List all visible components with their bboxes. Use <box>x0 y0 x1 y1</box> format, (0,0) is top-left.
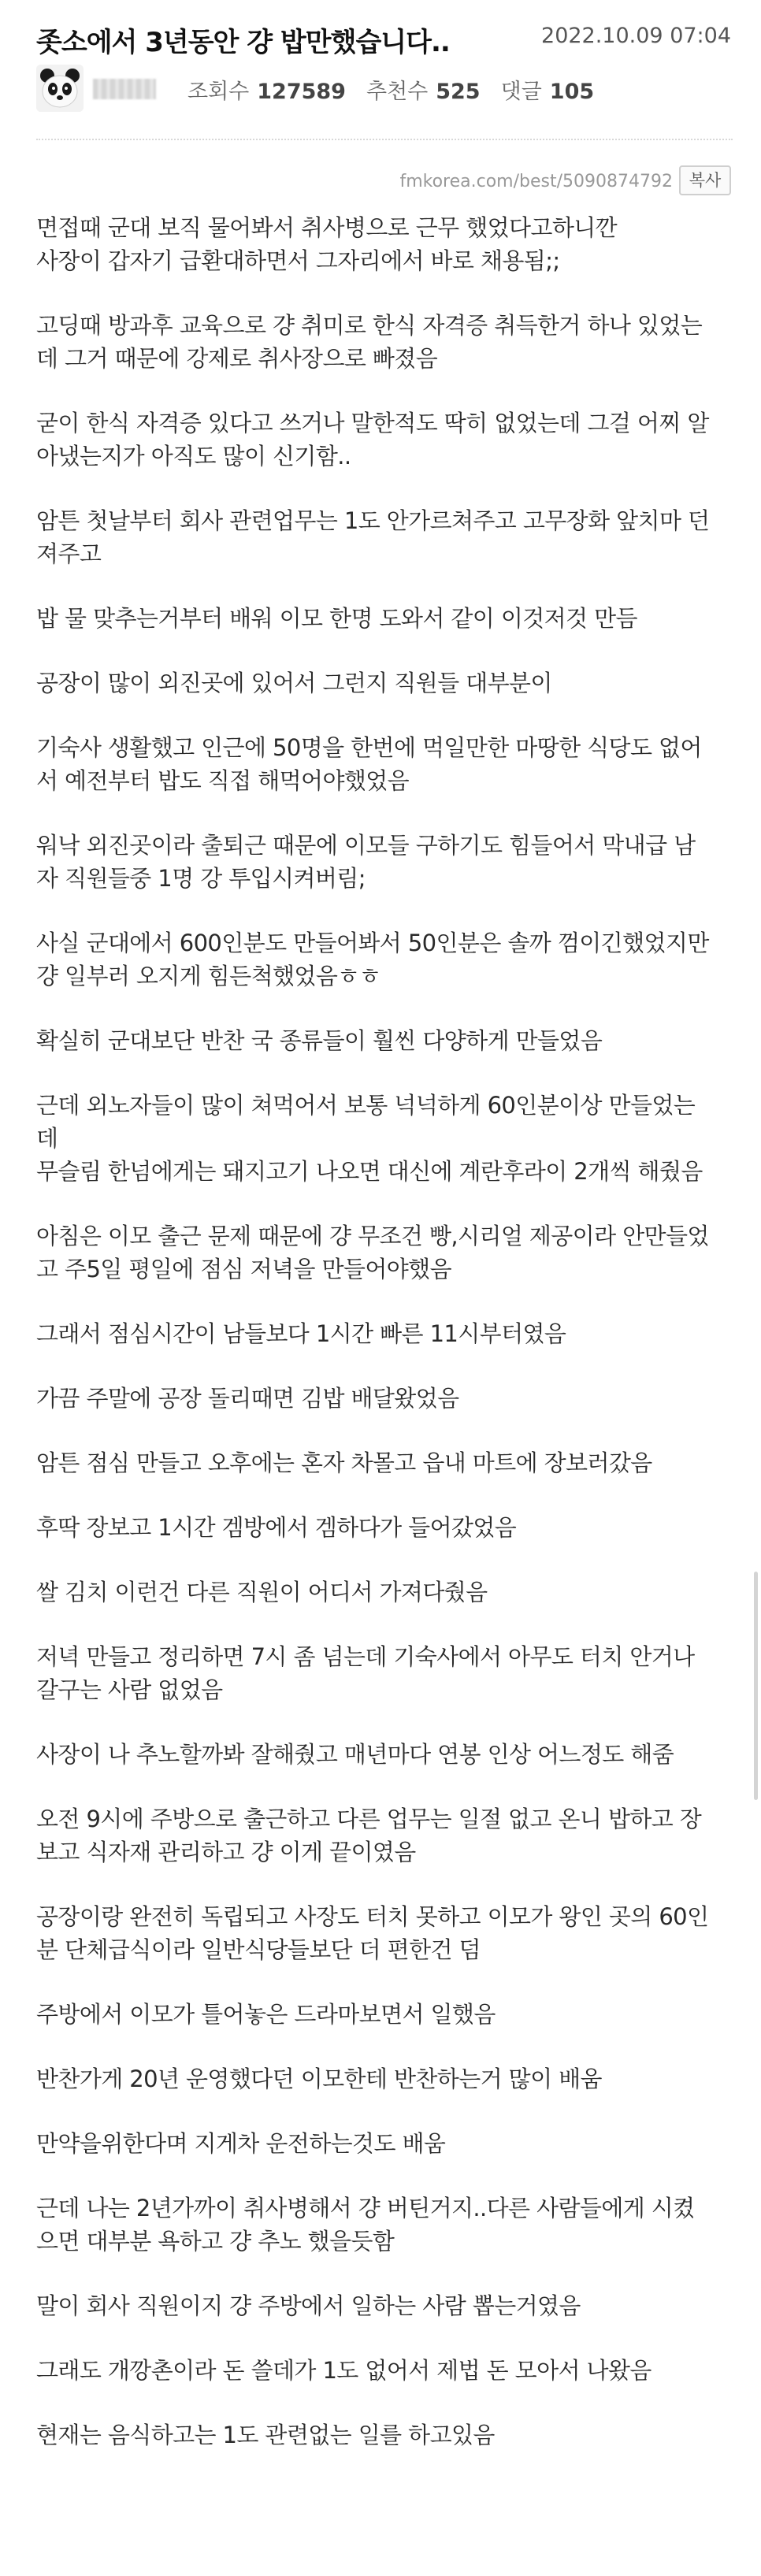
scrollbar-thumb[interactable] <box>754 1572 758 1800</box>
post-paragraph: 고딩때 방과후 교육으로 걍 취미로 한식 자격증 취득한거 하나 있었는 데 그거 때문에 강제로 취사장으로 빠졌음 <box>36 312 703 372</box>
source-url[interactable]: fmkorea.com/best/5090874792 <box>399 172 673 191</box>
post-paragraph: 그래서 점심시간이 남들보다 1시간 빠른 11시부터였음 <box>36 1320 566 1347</box>
post-paragraph: 오전 9시에 주방으로 출근하고 다른 업무는 일절 없고 온니 밥하고 장 보고 식자재 관리하고 걍 이게 끝이였음 <box>36 1806 702 1865</box>
avatar[interactable] <box>36 65 84 112</box>
post-paragraph: 사장이 나 추노할까봐 잘해줬고 매년마다 연봉 인상 어느정도 해줌 <box>36 1741 674 1768</box>
post-paragraph: 암튼 첫날부터 회사 관련업무는 1도 안가르쳐주고 고무장화 앞치마 던 져주고 <box>36 507 710 567</box>
post-paragraph: 기숙사 생활했고 인근에 50명을 한번에 먹일만한 마땅한 식당도 없어 서 예전부터 밥도 직접 해먹어야했었음 <box>36 734 702 794</box>
post-body <box>36 211 729 2483</box>
post-paragraph: 면접때 군대 보직 물어봐서 취사병으로 근무 했었다고하니깐 사장이 갑자기 급환대하면서 그자리에서 바로 채용됨;; <box>36 214 618 274</box>
post-paragraph: 밥 물 맞추는거부터 배워 이모 한명 도와서 같이 이것저것 만듬 <box>36 605 637 632</box>
post-paragraph: 근데 외노자들이 많이 쳐먹어서 보통 넉넉하게 60인분이상 만들었는 데 무슬림 한넘에게는 돼지고기 나오면 대신에 계란후라이 2개씩 해줬음 <box>36 1092 703 1185</box>
post-title: 좃소에서 3년동안 걍 밥만했습니다.. <box>36 27 450 58</box>
comments-label: 댓글 <box>500 80 542 104</box>
post-paragraph: 반찬가게 20년 운영했다던 이모한테 반찬하는거 많이 배움 <box>36 2066 602 2092</box>
post-paragraph: 워낙 외진곳이라 출퇴근 때문에 이모들 구하기도 힘들어서 막내급 남 자 직원들중 1명 강 투입시켜버림; <box>36 832 696 892</box>
post-paragraph: 그래도 개깡촌이라 돈 쓸데가 1도 없어서 제법 돈 모아서 나왔음 <box>36 2357 651 2384</box>
post-paragraph: 가끔 주말에 공장 돌리때면 김밥 배달왔었음 <box>36 1385 459 1412</box>
views-stat <box>187 80 346 104</box>
post-paragraph: 확실히 군대보단 반찬 국 종류들이 훨씬 다양하게 만들었음 <box>36 1027 603 1054</box>
comments-stat[interactable] <box>501 80 595 104</box>
panda-avatar-icon <box>36 65 84 112</box>
recommend-count: 525 <box>436 80 481 104</box>
post-paragraph: 근데 나는 2년가까이 취사병해서 걍 버틴거지..다른 사람들에게 시켰 으면 대부분 욕하고 걍 추노 했을듯함 <box>36 2195 695 2255</box>
copy-url-button[interactable]: 복사 <box>679 165 731 195</box>
header-divider <box>36 139 733 140</box>
recommend-label: 추천수 <box>366 80 429 104</box>
views-label: 조회수 <box>187 80 250 104</box>
post-stats <box>187 74 594 105</box>
post-paragraph: 후딱 장보고 1시간 겜방에서 겜하다가 들어갔었음 <box>36 1514 517 1541</box>
post-paragraph: 현재는 음식하고는 1도 관련없는 일를 하고있음 <box>36 2422 495 2448</box>
post-header <box>0 0 761 150</box>
comments-count: 105 <box>549 80 595 104</box>
post-paragraph: 말이 회사 직원이지 걍 주방에서 일하는 사람 뽑는거였음 <box>36 2292 581 2319</box>
post-paragraph: 굳이 한식 자격증 있다고 쓰거나 말한적도 딱히 없었는데 그걸 어찌 알 아냈는지가 아직도 많이 신기함.. <box>36 410 709 470</box>
post-paragraph: 사실 군대에서 600인분도 만들어봐서 50인분은 솔까 껌이긴했었지만 걍 일부러 오지게 힘든척했었음ㅎㅎ <box>36 930 709 989</box>
post-paragraph: 암튼 점심 만들고 오후에는 혼자 차몰고 읍내 마트에 장보러갔음 <box>36 1449 652 1476</box>
views-count: 127589 <box>257 80 346 104</box>
post-paragraph: 공장이랑 완전히 독립되고 사장도 터치 못하고 이모가 왕인 곳의 60인 분 단체급식이라 일반식당들보단 더 편한건 덤 <box>36 1903 709 1963</box>
post-paragraph: 저녁 만들고 정리하면 7시 좀 넘는데 기숙사에서 아무도 터치 안거나 갈구는 사람 없었음 <box>36 1643 695 1703</box>
recommend-stat <box>366 80 481 104</box>
author-nickname-blurred[interactable] <box>93 79 156 99</box>
post-paragraph: 아침은 이모 출근 문제 때문에 걍 무조건 빵,시리얼 제공이라 안만들었 고 주5일 평일에 점심 저녁을 만들어야했음 <box>36 1223 709 1282</box>
post-paragraph: 쌀 김치 이런건 다른 직원이 어디서 가져다줬음 <box>36 1579 488 1605</box>
post-paragraph: 공장이 많이 외진곳에 있어서 그런지 직원들 대부분이 <box>36 670 552 696</box>
post-paragraph: 주방에서 이모가 틀어놓은 드라마보면서 일했음 <box>36 2001 496 2028</box>
post-paragraph: 만약을위한다며 지게차 운전하는것도 배움 <box>36 2130 446 2157</box>
post-date: 2022.10.09 07:04 <box>541 24 731 48</box>
